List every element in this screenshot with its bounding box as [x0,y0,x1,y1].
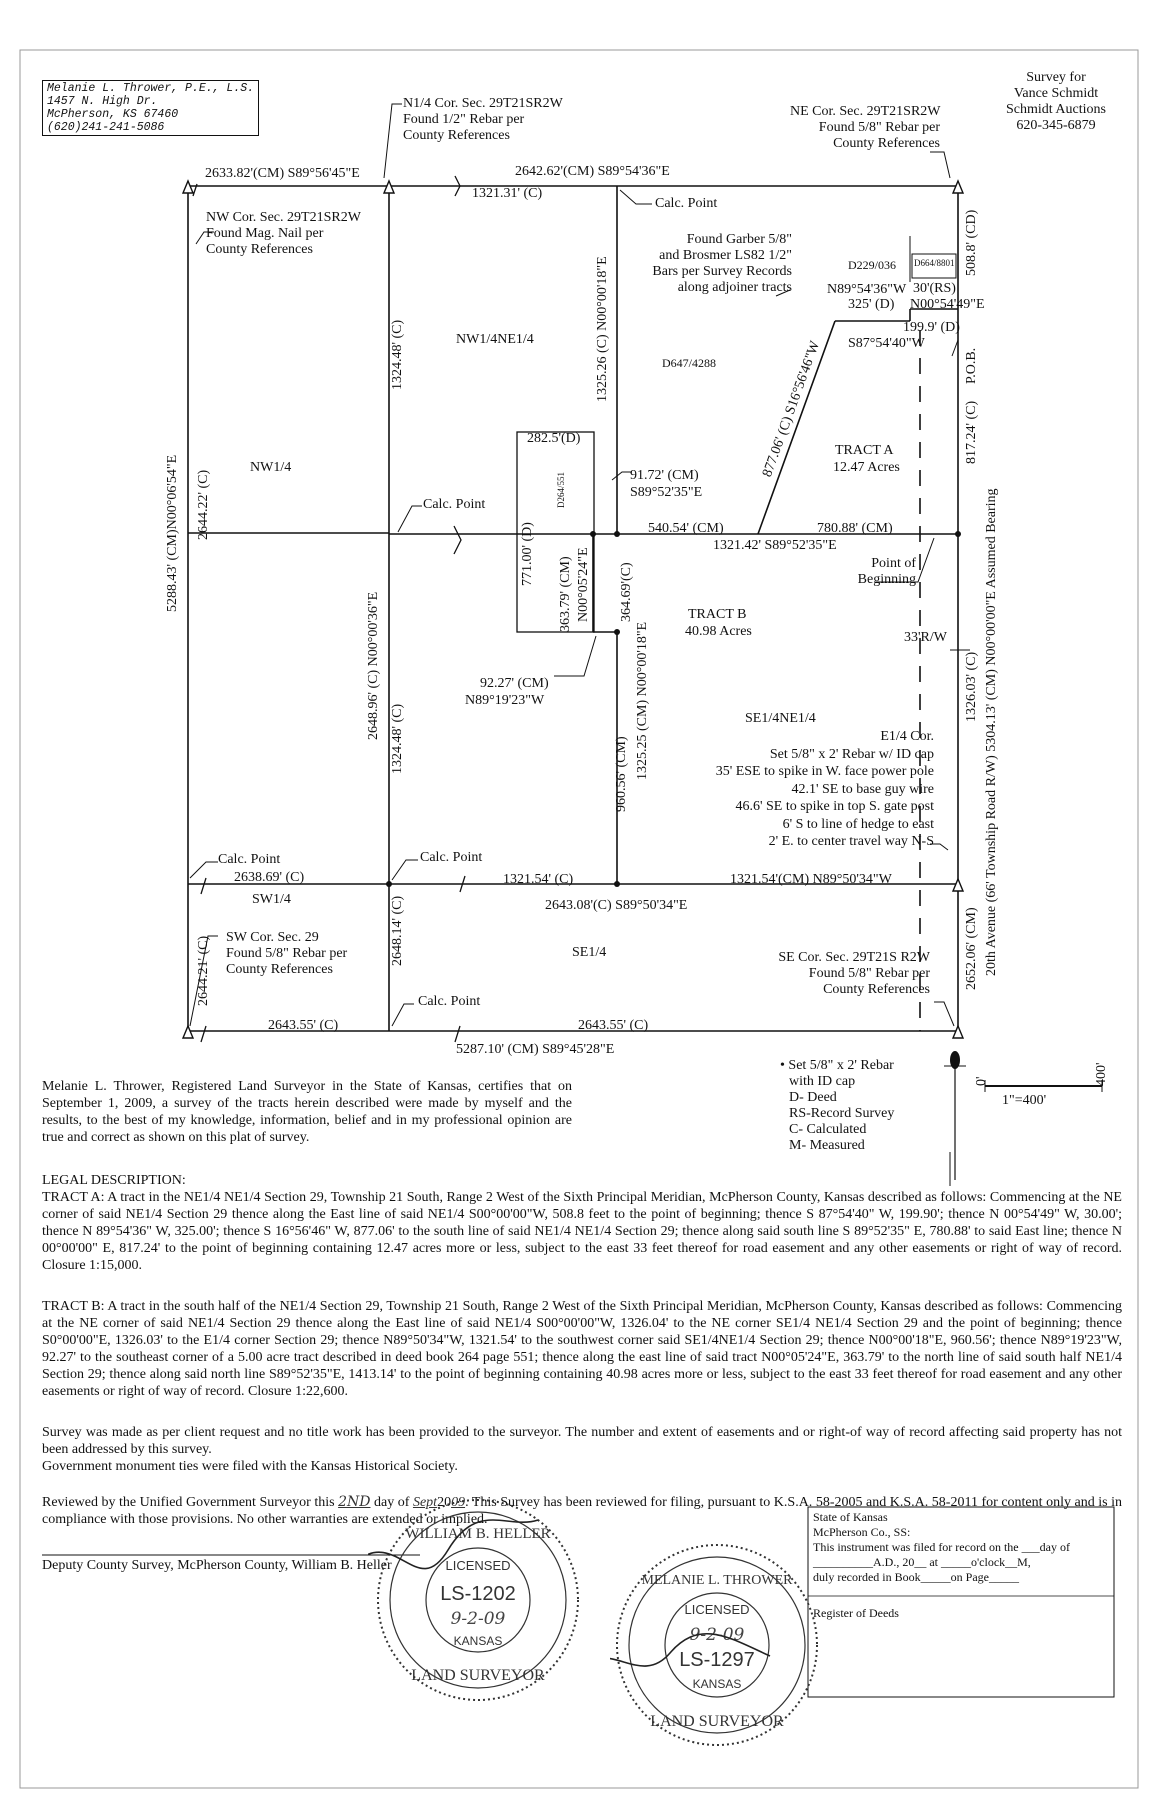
note-line: Found 5/8" Rebar per [808,966,930,981]
call-n00-54: N00°54'49"E [910,297,985,312]
call-mid-full: 2648.96' (C) N00°00'36"E [366,591,381,740]
call-282: 282.5'(D) [527,431,581,446]
label-se14: SE1/4 [572,945,607,960]
call-91: 91.72' (CM) [630,468,699,483]
client-info [1000,70,1112,134]
call-960: 960.56' (CM) [614,736,629,812]
call-508: 508.8' (CD) [964,209,979,276]
review-rest: . This Survey has been reviewed for filing, pursuant to K.S.A. 58-2005 and K.S.A. 58-2011 for content only and is in compliance with those provisions. No other warranties are extended or implied. [42,1495,1122,1527]
note-line: Found Garber 5/8" [686,232,792,247]
call-bottom-left: 2643.55' (C) [268,1018,339,1033]
scale-ratio: 1"=400' [1002,1093,1047,1108]
note-line: along adjoiner tracts [677,280,792,295]
legal-tract-b: TRACT B: A tract in the south half of the NE1/4 Section 29, Township 21 South, Range 2 West of the Sixth Principal Meridian, McPherson County, Kansas described as follows: Commencing at the NE corner of said NE1/4 Section 29 thence along the East line of said NE1/4 S00°00'00"W, 1326.04' to the NE corner SE1/4 NE1/4 Section 29 and the point of beginning; thence S0°00'00"E, 1326.03' to the E1/4 corner Section 29; thence N89°50'34"W, 1321.54' to the southwest corner said SE1/4NE1/4 Section 29; thence N00°00'18"E, 960.56'; thence N89°19'23"W, 92.27' to the southeast corner of a 5.00 acre tract described in deed book 264 page 551; thence along the east line of said tract N00°05'24"E, 363.79' to the north line of said south half NE1/4 Section 29; thence along said north line S89°52'35"E, 1413.14' to the point of beginning containing 40.98 acres more or less, subject to the east 33 feet thereof for road easement and any other easements or right of way of record. Closure 1:22,600. [42,1299,1122,1399]
legend-item: M- Measured [789,1138,865,1153]
surveyor-info-box [42,80,259,136]
seal2-state: KANSAS [692,1677,742,1691]
register-of-deeds: Register of Deeds [813,1606,899,1620]
review-month: Sept [412,1495,438,1510]
recording-line: duly recorded in Book_____on Page_____ [813,1570,1019,1584]
seal1-bottom: LAND SURVEYOR [411,1667,545,1684]
e-quarter-note [690,728,934,851]
call-1326: 1326.03' (C) [964,651,979,722]
label-nw14: NW1/4 [250,460,292,475]
legend-item: with ID cap [789,1074,856,1089]
call-780: 780.88' (CM) [817,521,893,536]
client-line: Survey for [1026,70,1086,85]
legal-heading: LEGAL DESCRIPTION: [42,1173,186,1188]
call-92: 92.27' (CM) [480,676,549,691]
call-91b: S89°52'35"E [630,485,703,500]
call-left-lower: 2644.21' (C) [196,935,211,1006]
call-2643-08: 2643.08'(C) S89°50'34"E [545,898,688,913]
seal1-date: 9-2-09 [450,1609,506,1629]
call-pob: P.O.B. [964,347,979,384]
note-line: SW Cor. Sec. 29 [226,930,319,945]
call-n89: N89°54'36"W [827,282,907,297]
calc-point-s: Calc. Point [418,994,481,1009]
se-corner-note [760,950,930,998]
deputy-signature-label: Deputy County Survey, McPherson County, William B. Heller [42,1558,392,1573]
call-199: 199.9' (D) [903,320,960,335]
review-year-prefix: 20 [437,1495,452,1510]
recording-text [813,1510,1070,1585]
call-top-right: 2642.62'(CM) S89°54'36"E [515,164,670,179]
call-inner-upper: 1325.26 (C) N00°00'18"E [595,256,610,402]
call-364: 364.69'(C) [619,562,634,622]
review-year: 09 [451,1495,466,1510]
surveyor-name: Melanie L. Thrower, P.E., L.S. [47,82,255,95]
ne-corner-note [790,104,940,152]
recording-line: State of Kansas [813,1510,888,1524]
surveyor-seal-thrower [610,1538,825,1753]
call-1321-54-cm: 1321.54'(CM) N89°50'34"W [730,872,892,887]
call-tract-a-diag: 877.06' (C) S16°56'46"W [760,339,824,480]
row-33: 33'R/W [904,630,947,645]
call-left-outer: 5288.43' (CM)N00°06'54"E [165,454,180,612]
note-line: County References [823,982,930,997]
garber-note [640,232,792,296]
call-363: 363.79' (CM) [558,556,573,632]
call-771: 771.00' (D) [520,522,535,586]
recording-line: This instrument was filed for record on the ___day of [813,1540,1070,1554]
note-line: 2' E. to center travel way N-S [768,834,934,849]
note-line: and Brosmer LS82 1/2" [659,248,792,263]
seal1-mid: LICENSED [445,1558,511,1573]
tract-a-diagonal [758,321,835,534]
note-line: County References [226,962,333,977]
deed-229: D229/036 [848,258,896,272]
label-sw14: SW1/4 [252,892,291,907]
scale-400: 400' [1094,1062,1109,1086]
note-line: 35' ESE to spike in W. face power pole [715,764,934,779]
label-tract-a: TRACT A [835,443,894,458]
call-325: 325' (D) [848,297,895,312]
note-line: N1/4 Cor. Sec. 29T21SR2W [403,96,563,111]
deed-664: D664/8801 [914,258,955,268]
call-mid-upper: 1324.48' (C) [390,319,405,390]
note-line: NE Cor. Sec. 29T21SR2W [790,104,941,119]
pob-label [856,556,916,588]
seal2-top: MELANIE L. THROWER [641,1573,793,1588]
pob-line: Beginning [857,572,916,587]
recording-line: McPherson Co., SS: [813,1525,911,1539]
call-top-left: 2633.82'(CM) S89°56'45"E [205,166,360,181]
note-line: NW Cor. Sec. 29T21SR2W [206,210,361,225]
certification: Melanie L. Thrower, Registered Land Surveyor in the State of Kansas, certifies that on September 1, 2009, a survey of the tracts herein described were made by myself and the results, to the best of my knowledge, information, belief and in my professional opinion are true and correct as shown on this plat of survey. [42,1079,572,1145]
label-tract-b-acres: 40.98 Acres [685,624,752,639]
call-bottom-right: 2643.55' (C) [578,1018,649,1033]
seal1-top: WILLIAM B. HELLER [405,1526,551,1542]
recording-line: __________A.D., 20__ at _____o'clock__M, [813,1555,1031,1569]
seal1-num: LS-1202 [440,1583,516,1605]
monument-note: Government monument ties were filed with the Kansas Historical Society. [42,1459,458,1474]
call-east-road: 20th Avenue (66' Township Road R/W) 5304.13' (CM) N00°00'00"E Assumed Bearing [984,488,999,976]
note-line: Bars per Survey Records [652,264,792,279]
seal2-date: 9-2-09 [689,1625,745,1645]
note-line: Found Mag. Nail per [206,226,324,241]
label-tract-b: TRACT B [688,607,747,622]
deed-647: D647/4288 [662,356,716,370]
note-line: Set 5/8" x 2' Rebar w/ ID cap [769,746,934,762]
note-line: E1/4 Cor. [880,729,934,744]
client-line: Schmidt Auctions [1006,102,1106,117]
call-540: 540.54' (CM) [648,521,724,536]
review-day-of: day of [374,1495,410,1510]
label-tract-a-acres: 12.47 Acres [833,460,900,475]
call-left-upper: 2644.22' (C) [196,469,211,540]
surveyor-phone: (620)241-241-5086 [47,121,165,134]
call-817: 817.24' (C) [964,400,979,464]
note-line: Found 5/8" Rebar per [226,946,348,961]
seal2-mid: LICENSED [684,1602,750,1617]
nw-corner-note [206,210,361,258]
note-line: County References [403,128,510,143]
label-nw14ne14: NW1/4NE1/4 [456,332,534,347]
call-mid-lower: 1324.48' (C) [390,703,405,774]
note-line: 42.1' SE to base guy wire [791,781,934,797]
surveyor-seal-heller [368,1490,588,1710]
call-east-lower: 2652.06' (CM) [964,907,979,990]
sw-corner-note [226,930,347,978]
note-line: 6' S to line of hedge to east [782,816,934,832]
legend-item: RS-Record Survey [789,1106,895,1121]
call-363b: N00°05'24"E [576,547,591,622]
review-prefix: Reviewed by the Unified Government Surveyor this [42,1495,335,1510]
calc-point-c: Calc. Point [420,850,483,865]
legend [780,1058,894,1154]
calc-point-w: Calc. Point [423,497,486,512]
call-mid-south: 2648.14' (C) [390,895,405,966]
deed-264: D264/551 [556,472,566,508]
note-line: Found 5/8" Rebar per [818,120,940,135]
call-92b: N89°19'23"W [465,693,545,708]
label-se14ne14: SE1/4NE1/4 [745,711,816,726]
scale-zero: 0' [974,1076,989,1086]
legal-tract-a: TRACT A: A tract in the NE1/4 NE1/4 Section 29, Township 21 South, Range 2 West of the Sixth Principal Meridian, McPherson County, Kansas described as follows: Commencing at the NE corner of said NE1/4 Section 29 thence along the East line of said NE1/4 S00°00'00"W, 508.8 feet to the point of beginning; thence S 87°54'40" W, 199.90'; thence N 00°54'49" W, 30.00'; thence N 89°54'36" W, 325.00'; thence S 16°56'46" W, 877.06' to the south line of said NE1/4 NE1/4 Section 29; thence along said south line S 89°52'35" E, 780.88' to said East line; thence N 00°00'00" E, 817.24' to the point of beginning containing 12.47 acres more or less, subject to the east 33 feet thereof for road easement and any other easements or right of way of record. Closure 1:15,000. [42,1190,1122,1273]
calc-point-sw: Calc. Point [218,852,281,867]
n-quarter-note [403,96,563,144]
legend-item: C- Calculated [789,1122,867,1137]
pob-line: Point of [871,556,916,571]
note-line: County References [206,242,313,257]
scale-bar [985,1080,1102,1092]
call-bottom-total: 5287.10' (CM) S89°45'28"E [456,1042,615,1057]
note-line: 46.6' SE to spike in top S. gate post [735,799,934,814]
legend-item: D- Deed [789,1090,837,1105]
note-line: County References [833,136,940,151]
call-s87: S87°54'40"W [848,336,925,351]
legend-item: • Set 5/8" x 2' Rebar [780,1058,894,1073]
call-1321-42: 1321.42' S89°52'35"E [713,538,837,553]
break-marks [193,176,465,1042]
note-line: SE Cor. Sec. 29T21S R2W [778,950,930,965]
survey-note: Survey was made as per client request and no title work has been provided to the surveyor. The number and extent of easements and or right-of way of record affecting said property has not been addressed by this survey. [42,1425,1122,1457]
call-2638: 2638.69' (C) [234,870,305,885]
client-line: Vance Schmidt [1013,86,1099,101]
surveyor-address: 1457 N. High Dr. [47,95,158,108]
seal2-bottom: LAND SURVEYOR [650,1713,784,1730]
call-1321-54: 1321.54' (C) [503,872,574,887]
note-line: Found 1/2" Rebar per [403,112,525,127]
surveyor-city: McPherson, KS 67460 [47,108,179,121]
seal1-state: KANSAS [453,1634,503,1648]
seal2-num: LS-1297 [679,1649,755,1671]
call-30rs: 30'(RS) [913,281,956,296]
client-line: 620-345-6879 [1016,118,1096,133]
review-day: 2ND [338,1494,371,1510]
north-arrow [944,1051,966,1186]
call-inner-lower: 1325.25 (CM) N00°00'18"E [635,621,650,780]
calc-point-ne: Calc. Point [655,196,718,211]
call-top-mid: 1321.31' (C) [472,186,543,201]
